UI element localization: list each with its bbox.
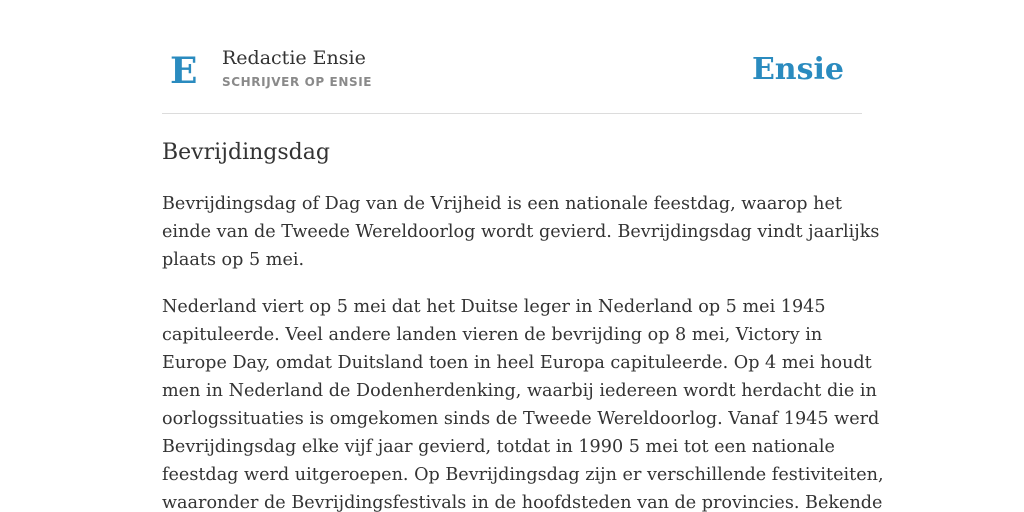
article-title: Bevrijdingsdag [162,140,330,165]
text-line: oorlogssituaties is omgekomen sinds de Tweede Wereldoorlog. Vanaf 1945 werd [162,409,880,429]
text-line: Bevrijdingsdag elke vijf jaar gevierd, totdat in 1990 5 mei tot een nationale [162,437,835,457]
text-line: men in Nederland de Dodenherdenking, waarbij iedereen wordt herdacht die in [162,381,877,401]
article-body [162,190,884,512]
text-line: capituleerde. Veel andere landen vieren de bevrijding op 8 mei, Victory in [162,325,823,345]
text-line: Europe Day, omdat Duitsland toen in heel Europa capituleerde. Op 4 mei houdt [162,353,872,373]
article-paragraph [162,293,884,512]
text-line: Nederland viert op 5 mei dat het Duitse leger in Nederland op 5 mei 1945 [162,297,826,317]
text-line: feestdag werd uitgeroepen. Op Bevrijdingsdag zijn er verschillende festiviteiten, [162,465,884,485]
text-line: einde van de Tweede Wereldoorlog wordt gevierd. Bevrijdingsdag vindt jaarlijks [162,222,880,242]
article-header [162,0,862,114]
site-logo[interactable]: Ensie [751,52,844,87]
text-line: waaronder de Bevrijdingsfestivals in de hoofdsteden van de provincies. Bekende [162,493,883,512]
author-avatar[interactable]: E [170,50,198,92]
author-role: SCHRIJVER OP ENSIE [222,75,373,89]
article-paragraph [162,190,880,274]
author-name[interactable]: Redactie Ensie [222,47,366,69]
text-line: plaats op 5 mei. [162,250,305,270]
text-line: Bevrijdingsdag of Dag van de Vrijheid is een nationale feestdag, waarop het [162,194,842,214]
